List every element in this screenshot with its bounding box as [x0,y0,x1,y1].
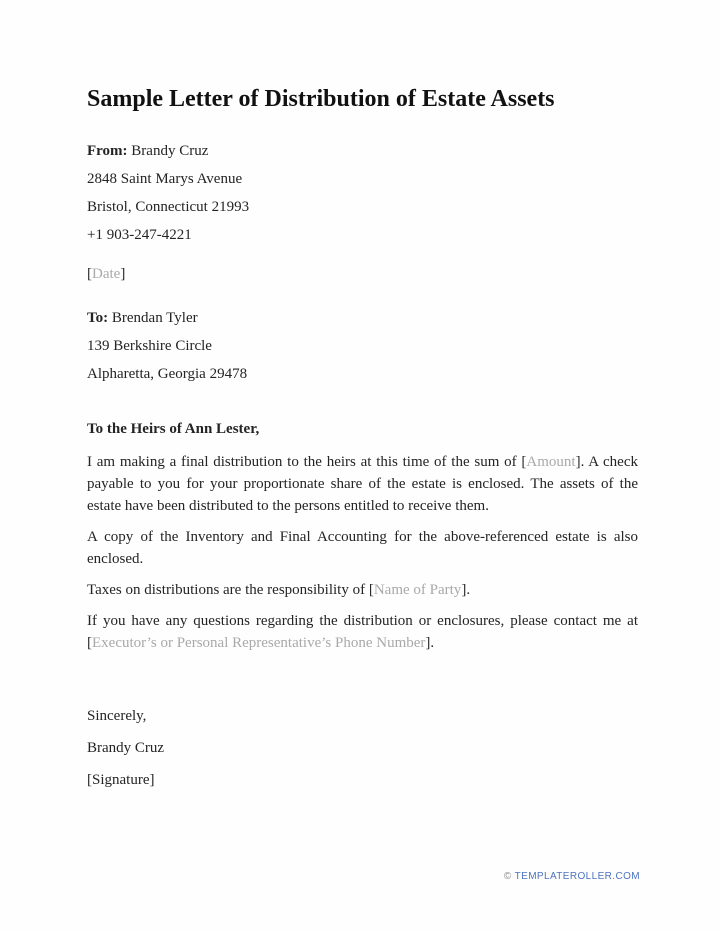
p3-bracket-open: [ [368,582,374,598]
sender-block [87,137,638,249]
sender-name: Brandy Cruz [131,143,209,159]
copyright-icon: © [503,871,512,882]
recipient-block [87,304,638,388]
letter-content [87,86,638,796]
p1-bracket-open: [ [521,454,527,470]
date-placeholder-text: Date [92,266,121,282]
salutation: To the Heirs of Ann Lester, [87,421,260,437]
name-of-party-placeholder-text: Name of Party [373,582,462,598]
paragraph-taxes [87,579,638,601]
p1-bracket-close: ] [575,454,581,470]
p4-bracket-close: ] [425,635,431,651]
phone-number-placeholder-text: Executor’s or Personal Representative’s Phone Number [92,635,426,651]
p4-text-after: . [430,635,435,651]
date-bracket-open: [ [87,266,92,282]
closing-block [87,700,638,796]
p4-bracket-open: [ [87,635,92,651]
sender-city-state-zip: Bristol, Connecticut 21993 [87,199,250,215]
paragraph-questions [87,610,638,654]
signature-placeholder: [Signature] [87,772,155,788]
sender-from-line [87,137,638,165]
signer-name: Brandy Cruz [87,740,165,756]
sender-street: 2848 Saint Marys Avenue [87,171,243,187]
footer-watermark [504,871,640,882]
amount-placeholder-text: Amount [526,454,576,470]
from-label: From: [87,143,128,159]
recipient-street: 139 Berkshire Circle [87,338,212,354]
p1-text-after: . A check payable to you for your proportionate share of the estate is enclosed. The assets of the estate have been distributed to the persons entitled to receive them. [87,454,638,514]
p1-text-before: I am making a final distribution to the heirs at this time of the sum of [87,454,522,470]
p3-text-after: . [466,582,471,598]
recipient-to-line [87,304,638,332]
p3-bracket-close: ] [461,582,467,598]
valediction: Sincerely, [87,708,147,724]
templateroller-brand-text: TEMPLATEROLLER.COM [514,871,640,882]
paragraph-distribution [87,451,638,517]
paragraph-inventory: A copy of the Inventory and Final Accounting for the above-referenced estate is also enclosed. [87,529,638,567]
recipient-name: Brendan Tyler [111,310,198,326]
document-title: Sample Letter of Distribution of Estate Assets [87,86,555,112]
p4-text-before: If you have any questions regarding the distribution or enclosures, please contact me at [87,613,638,629]
date-bracket-close: ] [120,266,126,282]
p3-text-before: Taxes on distributions are the responsibility of [87,582,369,598]
date-placeholder [87,260,638,288]
sender-phone: +1 903-247-4221 [87,227,192,243]
recipient-city-state-zip: Alpharetta, Georgia 29478 [87,366,248,382]
to-label: To: [87,310,109,326]
